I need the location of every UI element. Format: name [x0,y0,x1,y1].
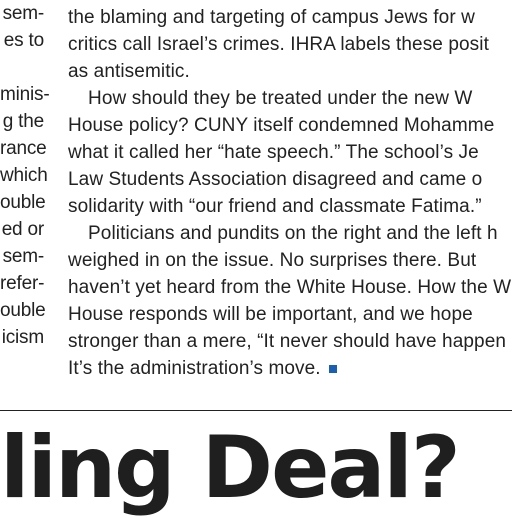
body-line: haven’t yet heard from the White House. How the W [68,277,512,298]
body-line: stronger than a mere, “It never should have happen [68,331,507,352]
left-line: g the [2,111,44,132]
left-column-text [0,0,50,351]
body-line: House policy? CUNY itself condemned Mohamme [68,115,495,136]
body-line: House responds will be important, and we hope [68,304,473,325]
body-line-last [68,355,512,382]
headline: ling Deal? [0,418,459,518]
left-line: refer- [0,273,45,294]
left-line: ouble [0,192,46,213]
left-line: sem- [2,3,44,24]
left-line: ed or [1,219,44,240]
body-line: the blaming and targeting of campus Jews for w [68,7,475,28]
left-line: minis- [0,84,50,105]
left-line: rance [0,138,47,159]
body-line: critics call Israel’s crimes. IHRA labels these posit [68,34,489,55]
left-line: es to [3,30,44,51]
body-line: weighed in on the issue. No surprises there. But [68,250,477,271]
left-line [0,54,44,81]
body-line-text: It’s the administration’s move. [68,358,321,379]
body-line: Politicians and pundits on the right and the left h [88,223,498,244]
body-line: Law Students Association disagreed and came o [68,169,483,190]
article-body-column [68,4,512,382]
left-line: which [0,165,48,186]
body-line: as antisemitic. [68,61,190,82]
left-line: ouble [0,300,46,321]
body-line: what it called her “hate speech.” The school’s Je [68,142,479,163]
body-line: solidarity with “our friend and classmate Fatima.” [68,196,482,217]
end-of-article-square-icon [329,365,337,373]
left-line: sem- [2,246,44,267]
left-line: icism [1,327,44,348]
section-divider [0,410,512,411]
body-line: How should they be treated under the new W [88,88,473,109]
